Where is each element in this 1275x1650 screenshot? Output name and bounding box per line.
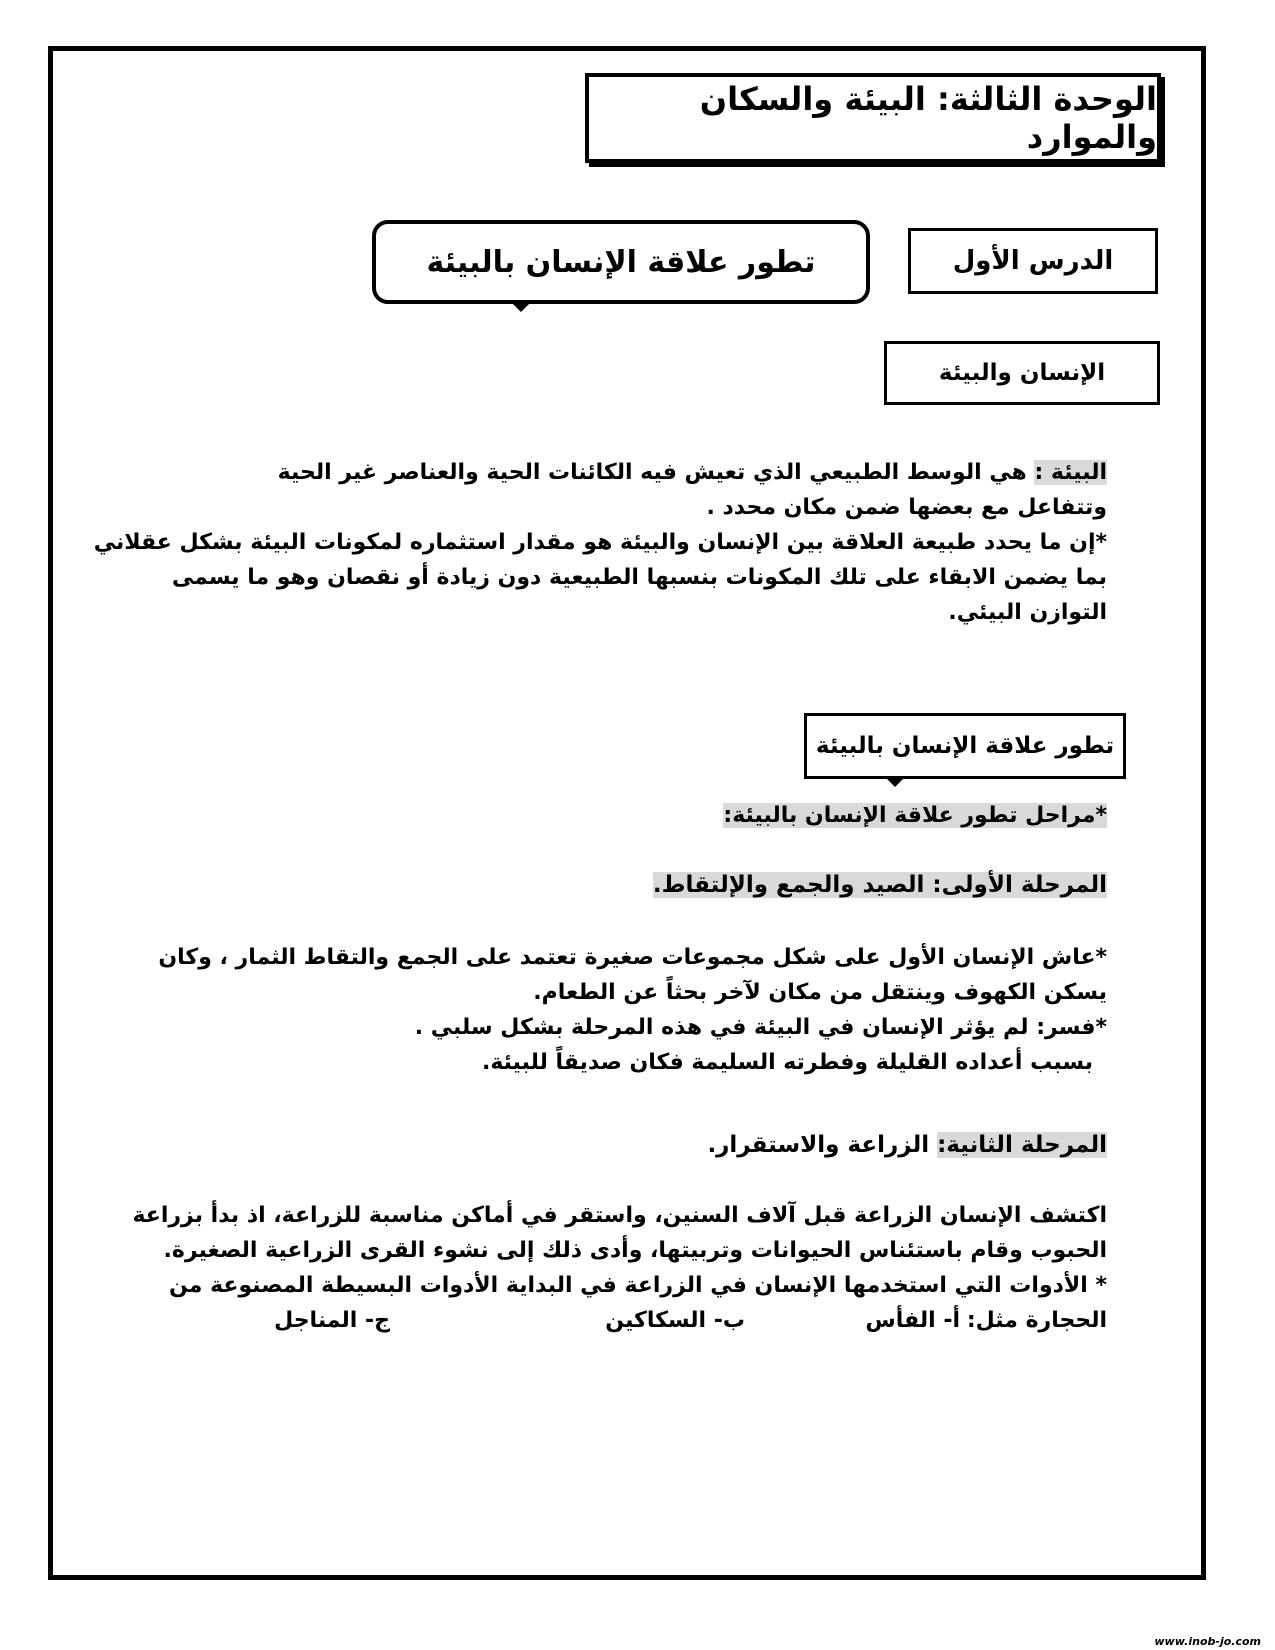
unit-title: الوحدة الثالثة: البيئة والسكان والموارد — [699, 80, 1157, 156]
stage1-line-4: بسبب أعداده القليلة وفطرته السليمة فكان صديقاً للبيئة. — [481, 1050, 1093, 1075]
stage1-line-3: *فسر: لم يؤثر الإنسان في البيئة في هذه المرحلة بشكل سلبي . — [414, 1015, 1107, 1040]
lesson-title: تطور علاقة الإنسان بالبيئة — [426, 244, 816, 280]
stage2-heading — [707, 1128, 1107, 1163]
definition-line-1 — [278, 455, 1107, 490]
section1-heading-box — [884, 341, 1160, 405]
stage1-label: المرحلة الأولى: — [932, 872, 1107, 898]
stage2-line-2: الحبوب وقام باستئناس الحيوانات وتربيتها، وأدى ذلك إلى نشوء القرى الزراعية الصغيرة. — [163, 1238, 1107, 1263]
definition-text: هي الوسط الطبيعي الذي تعيش فيه الكائنات الحية والعناصر غير الحية — [277, 460, 1035, 485]
stage2-label: المرحلة الثانية: — [937, 1132, 1107, 1158]
definition-term: البيئة : — [1034, 460, 1107, 485]
tool-a: أ- الفأس — [865, 1308, 960, 1333]
unit-title-box — [585, 73, 1161, 163]
stages-title: *مراحل تطور علاقة الإنسان بالبيئة: — [723, 803, 1107, 828]
callout-pointer — [886, 778, 904, 787]
lesson-title-box — [372, 220, 870, 304]
stage1-line-2: يسكن الكهوف وينتقل من مكان لآخر بحثاً عن الطعام. — [533, 980, 1107, 1005]
stage1-name: الصيد والجمع والإلتقاط. — [652, 872, 933, 898]
lesson-label-box — [908, 228, 1158, 294]
section2-heading-box — [804, 713, 1126, 779]
definition-line-5: التوازن البيئي. — [948, 600, 1107, 625]
callout-pointer — [512, 303, 530, 312]
tool-b: ب- السكاكين — [605, 1308, 745, 1333]
stage1-heading — [653, 868, 1107, 903]
section2-heading: تطور علاقة الإنسان بالبيئة — [815, 733, 1115, 759]
definition-line-2: وتتفاعل مع بعضها ضمن مكان محدد . — [706, 495, 1107, 520]
definition-line-4: بما يضمن الابقاء على تلك المكونات بنسبها الطبيعية دون زيادة أو نقصان وهو ما يسمى — [171, 565, 1107, 590]
footer-url: www.inob-jo.com — [1154, 1635, 1261, 1648]
stage2-name: الزراعة والاستقرار. — [707, 1132, 938, 1158]
stage2-line-1: اكتشف الإنسان الزراعة قبل آلاف السنين، واستقر في أماكن مناسبة للزراعة، اذ بدأ بزراعة — [132, 1203, 1107, 1228]
stage2-line-4: الحجارة مثل: — [966, 1308, 1107, 1333]
section1-heading: الإنسان والبيئة — [938, 360, 1106, 386]
stage2-line-3: * الأدوات التي استخدمها الإنسان في الزراعة في البداية الأدوات البسيطة المصنوعة من — [169, 1273, 1107, 1298]
lesson-label: الدرس الأول — [952, 246, 1114, 276]
stage1-line-1: *عاش الإنسان الأول على شكل مجموعات صغيرة تعتمد على الجمع والتقاط الثمار ، وكان — [158, 945, 1107, 970]
tool-c: ج- المناجل — [274, 1308, 390, 1333]
definition-line-3: *إن ما يحدد طبيعة العلاقة بين الإنسان والبيئة هو مقدار استثماره لمكونات البيئة بشكل عقلاني — [93, 530, 1107, 555]
